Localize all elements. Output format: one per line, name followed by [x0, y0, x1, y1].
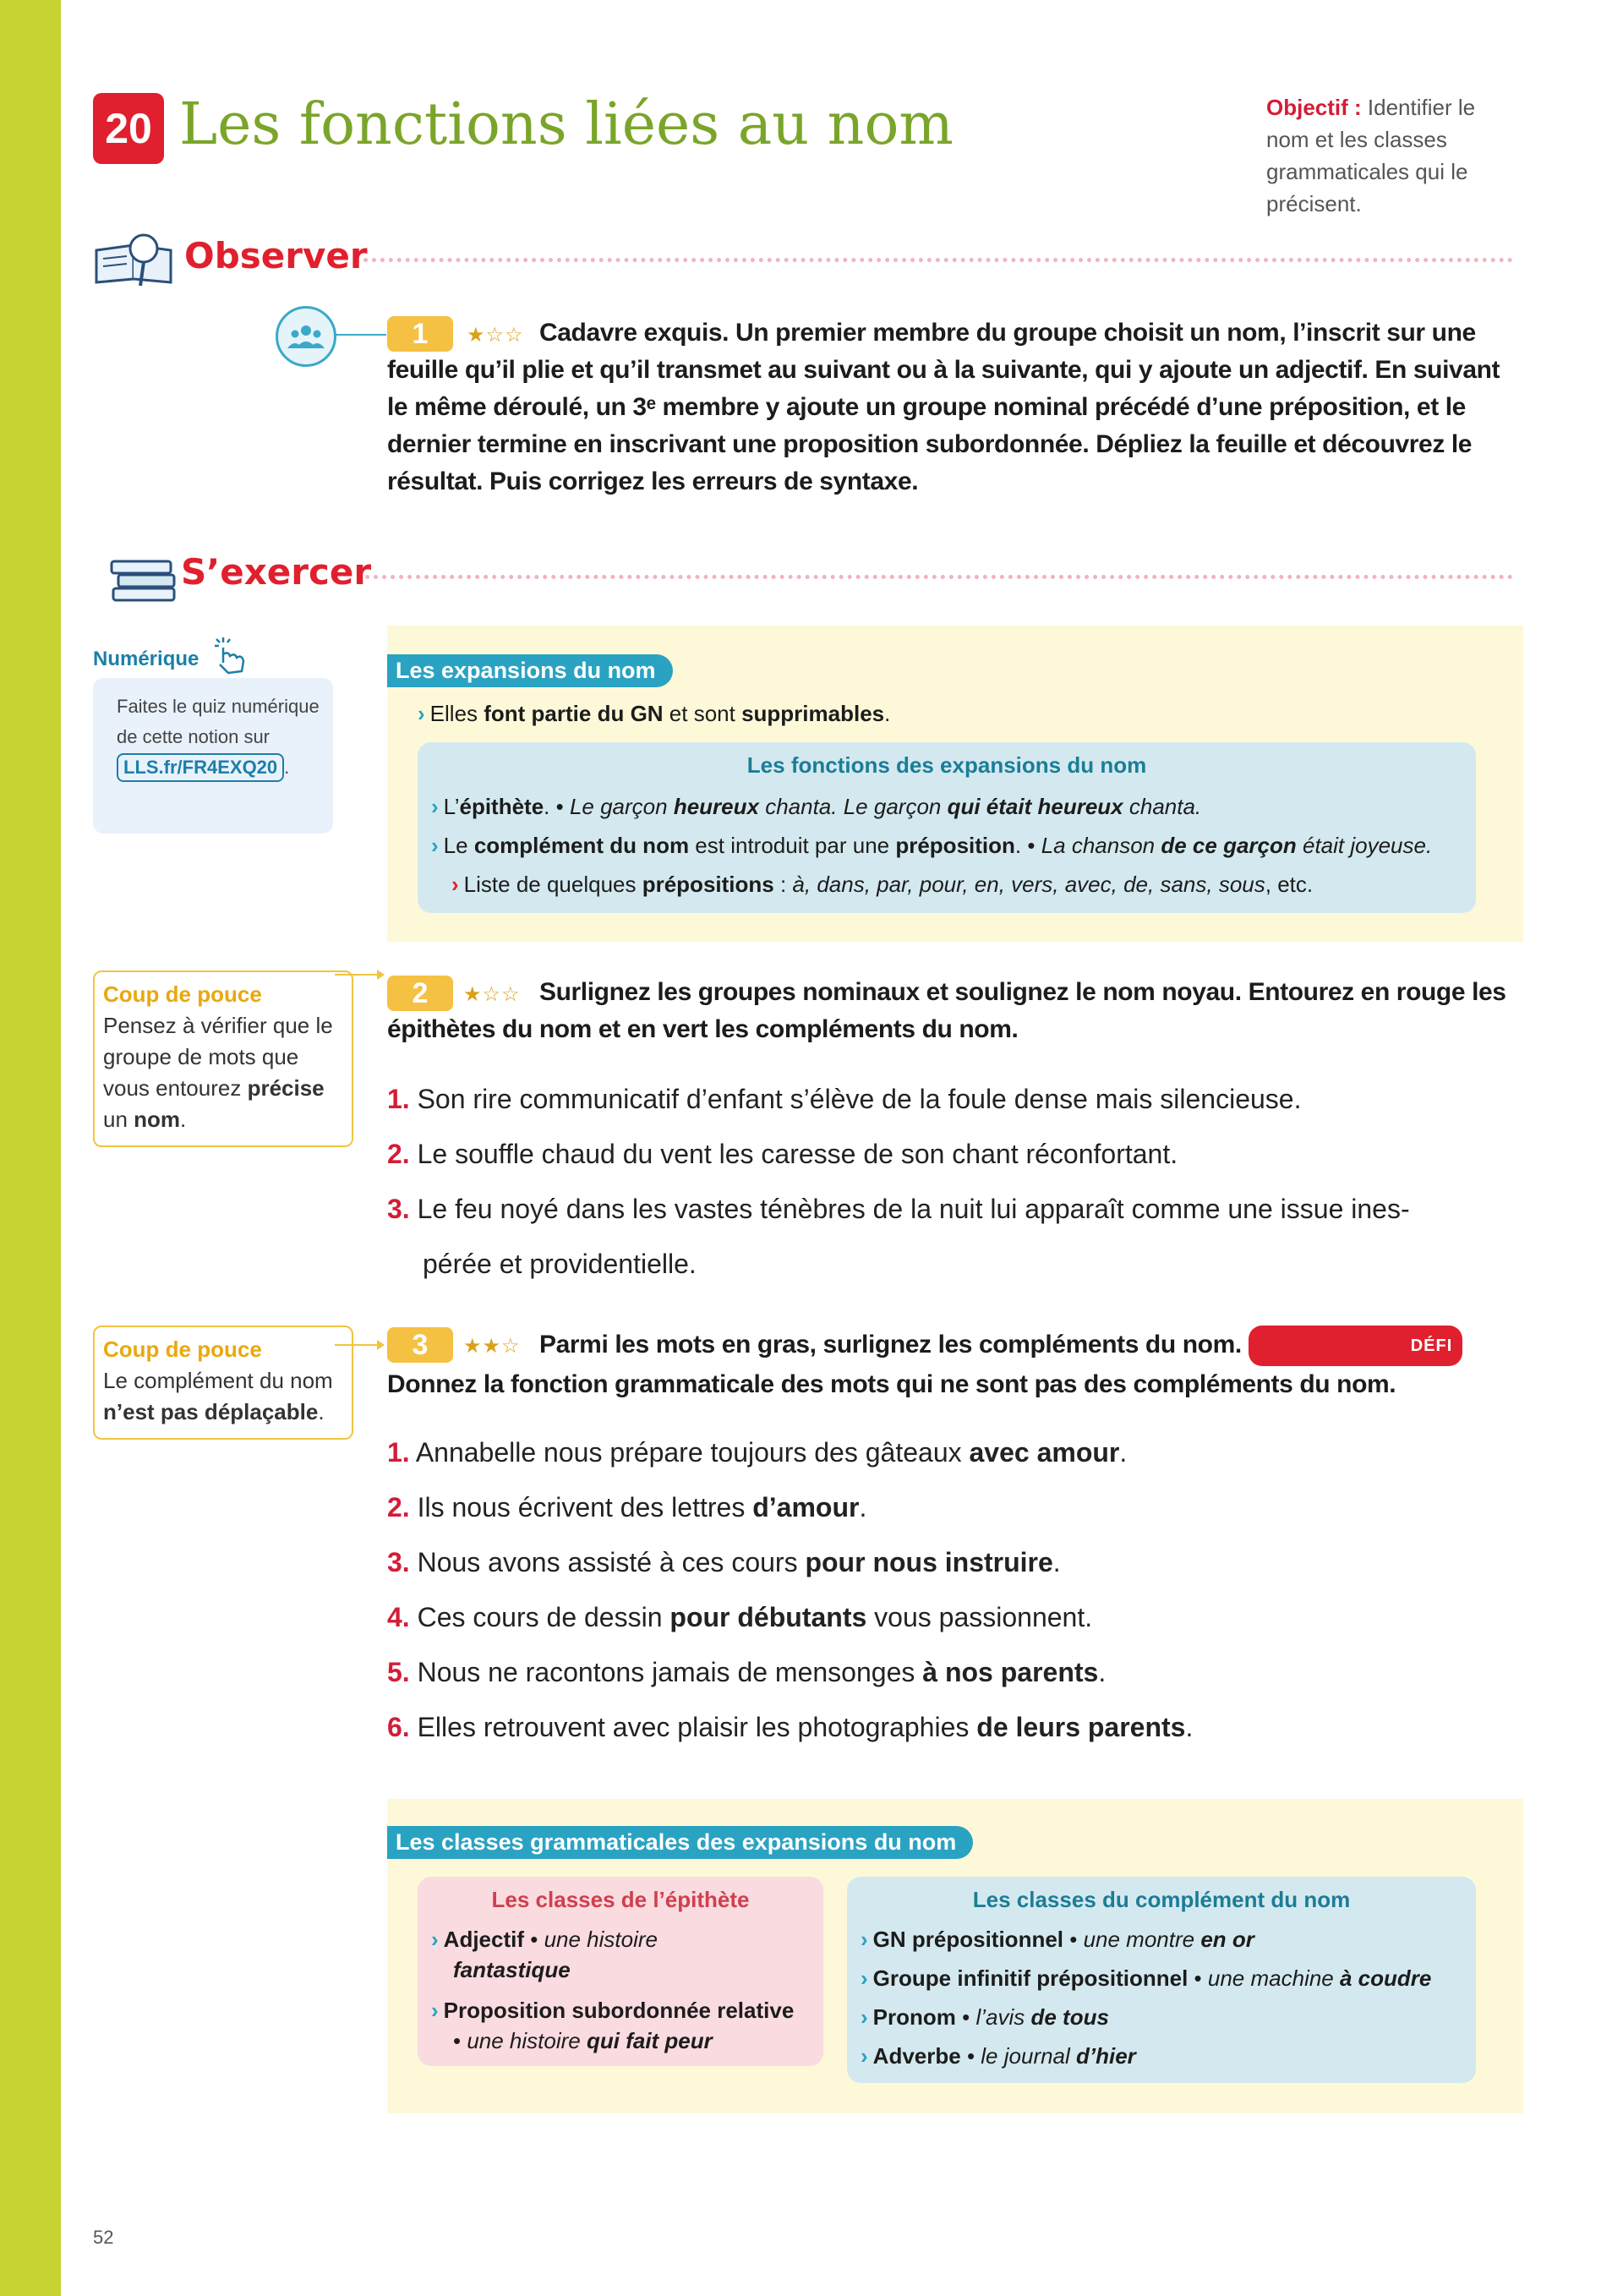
functions-panel-title: Les fonctions des expansions du nom — [746, 752, 1147, 778]
exercise2-text: Surlignez les groupes nominaux et soulignez le nom noyau. Entourez en rouge les épithètes du nom et en vert les compléments du nom. — [387, 978, 1506, 1043]
difficulty-stars: ★☆☆ — [463, 983, 521, 1006]
tip-title: Coup de pouce — [103, 1337, 262, 1362]
books-stack-icon — [108, 548, 181, 607]
chevron-right-icon: › — [418, 701, 425, 726]
difficulty-stars: ★★☆ — [463, 1335, 521, 1358]
page-title: Les fonctions liées au nom — [179, 91, 954, 158]
practice-section-title: S’exercer — [181, 551, 372, 593]
chevron-right-icon: › — [431, 833, 439, 858]
sentence: 3. Le feu noyé dans les vastes ténèbres de la nuit lui apparaît comme une issue ines- — [387, 1194, 1410, 1224]
lesson-number-badge — [93, 93, 164, 164]
lesson-pill-classes: Les classes grammaticales des expansions du nom — [387, 1826, 973, 1859]
magnifier-book-icon — [91, 227, 179, 294]
objective — [1266, 91, 1520, 220]
chevron-right-icon: › — [431, 794, 439, 819]
page-side-band — [0, 0, 61, 2296]
exercise-number: 2 — [387, 976, 453, 1011]
tip-connector — [335, 1344, 377, 1346]
defi-badge: DÉFI — [1249, 1326, 1463, 1366]
epithete-class-item-cont: fantastique — [453, 1957, 571, 1982]
sentence: 1. Son rire communicatif d’enfant s’élève de la foule dense mais silencieuse. — [387, 1084, 1302, 1114]
complement-class-item: › Groupe infinitif prépositionnel • une machine à coudre — [861, 1965, 1432, 1991]
exercise3-text-a: Parmi les mots en gras, surlignez les compléments du nom. — [539, 1330, 1242, 1358]
chevron-right-icon: › — [861, 1965, 868, 1991]
sentence: 2. Le souffle chaud du vent les caresse de son chant réconfortant. — [387, 1139, 1178, 1169]
tip-box-ex2: Coup de pouce Pensez à vérifier que le groupe de mots que vous entourez précise un nom. — [93, 970, 353, 1147]
tip-connector — [335, 974, 377, 976]
epithete-rule: › L’épithète. • Le garçon heureux chanta. Le garçon qui était heureux chanta. — [431, 794, 1202, 819]
quiz-link[interactable]: LLS.fr/FR4EXQ20 — [117, 753, 284, 782]
observe-section-title: Observer — [184, 235, 368, 276]
arrow-right-icon — [377, 970, 385, 980]
numerique-punct: . — [284, 757, 290, 778]
sentence: 3. Nous avons assisté à ces cours pour nous instruire. — [387, 1547, 1061, 1577]
lesson-pill-expansions: Les expansions du nom — [387, 654, 673, 687]
section-divider — [363, 258, 1513, 262]
tip-box-ex3: Coup de pouce Le complément du nom n’est pas déplaçable. — [93, 1326, 353, 1440]
chevron-right-icon: › — [861, 2004, 868, 2030]
chevron-right-icon: › — [861, 1927, 868, 1952]
prepositions-list: › Liste de quelques prépositions : à, dans, par, pour, en, vers, avec, de, sans, sous, etc. — [451, 872, 1314, 897]
exercise2-instruction — [387, 974, 1523, 1048]
exercise1-text: Cadavre exquis. Un premier membre du groupe choisit un nom, l’inscrit sur une feuille qu’il plie et qu’il transmet au suivant ou à la suivante, qui y ajoute un adjectif. En suivant le même déroulé, un 3ᵉ membre y ajoute un groupe nominal précédé d’une préposition, et le dernier termine en inscrivant une proposition subordonnée. Dépliez la feuille et découvrez le résultat. Puis corrigez les erreurs de syntaxe. — [387, 319, 1500, 495]
arrow-right-icon — [377, 1340, 385, 1350]
epithete-class-item-cont: • une histoire qui fait peur — [453, 2028, 713, 2053]
sentence: 6. Elles retrouvent avec plaisir les photographies de leurs parents. — [387, 1712, 1194, 1742]
difficulty-stars: ★☆☆ — [467, 324, 524, 347]
complement-class-item: › GN prépositionnel • une montre en or — [861, 1927, 1254, 1952]
complement-class-item: › Adverbe • le journal d’hier — [861, 2043, 1136, 2069]
numerique-desc: Faites le quiz numérique de cette notion sur — [117, 696, 320, 747]
lesson-line: › Elles font partie du GN et sont supprimables. — [418, 701, 891, 726]
section-divider — [365, 575, 1513, 579]
pointer-hand-icon — [211, 634, 252, 676]
complement-class-item: › Pronom • l’avis de tous — [861, 2004, 1109, 2030]
connector-line — [334, 334, 386, 336]
sentence-continuation: pérée et providentielle. — [423, 1249, 697, 1279]
exercise3-text-b: Donnez la fonction grammaticale des mots qui ne sont pas des compléments du nom. — [387, 1370, 1396, 1398]
exercise-number: 3 — [387, 1327, 453, 1363]
chevron-right-icon: › — [431, 1927, 439, 1952]
tip-title: Coup de pouce — [103, 981, 262, 1007]
sentence: 2. Ils nous écrivent des lettres d’amour. — [387, 1492, 867, 1522]
epithete-classes-title: Les classes de l’épithète — [491, 1887, 750, 1912]
group-work-icon — [276, 306, 336, 367]
chevron-right-icon: › — [861, 2043, 868, 2069]
epithete-class-item: › Adjectif • une histoire — [431, 1927, 658, 1952]
objective-text: Identifier le nom et les classes grammaticales qui le précisent. — [1266, 95, 1476, 216]
page-number: 52 — [93, 2227, 114, 2248]
complement-rule: › Le complément du nom est introduit par une préposition. • La chanson de ce garçon était joyeuse. — [431, 833, 1433, 858]
exercise3-instruction — [387, 1326, 1523, 1403]
sentence: 1. Annabelle nous prépare toujours des gâteaux avec amour. — [387, 1437, 1128, 1468]
sentence: 4. Ces cours de dessin pour débutants vous passionnent. — [387, 1602, 1093, 1632]
exercise1-instruction — [387, 314, 1523, 500]
epithete-class-item: › Proposition subordonnée relative — [431, 1998, 795, 2023]
numerique-title: Numérique — [93, 648, 199, 670]
complement-classes-title: Les classes du complément du nom — [972, 1887, 1351, 1912]
chevron-right-icon: › — [451, 872, 459, 897]
exercise-number: 1 — [387, 316, 453, 352]
chevron-right-icon: › — [431, 1998, 439, 2023]
lesson-number: 20 — [105, 105, 152, 152]
sentence: 5. Nous ne racontons jamais de mensonges à nos parents. — [387, 1657, 1107, 1687]
objective-label: Objectif : — [1266, 95, 1362, 120]
numerique-text — [117, 692, 320, 783]
